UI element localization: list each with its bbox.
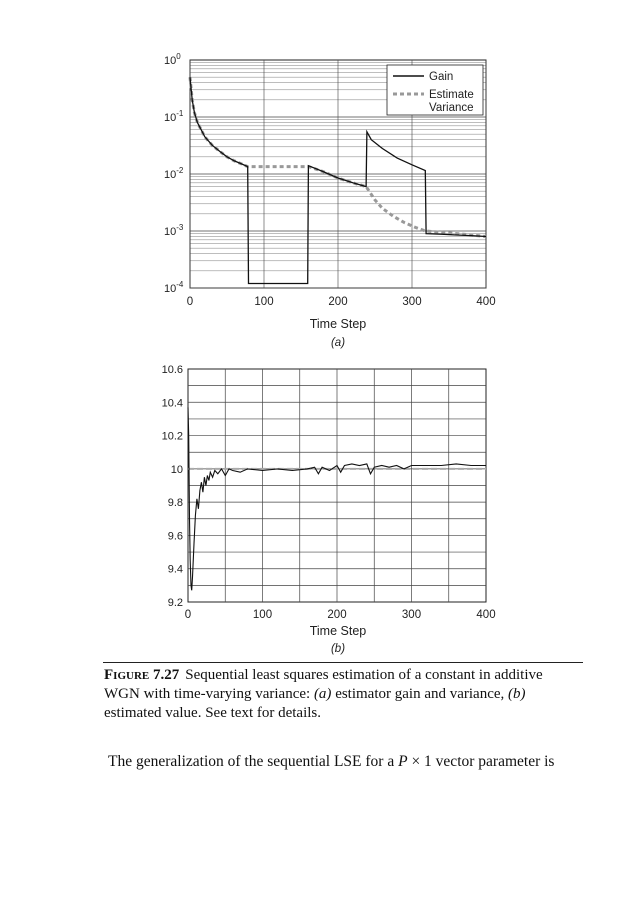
chart-a-xtick-label: 300 (402, 296, 422, 308)
chart-b-xtick-label: 0 (184, 609, 192, 621)
chart-b-ytick-label: 9.2 (167, 597, 183, 609)
legend-variance-label: Estimate Variance (429, 89, 474, 114)
chart-b-ytick-label: 10.6 (161, 364, 183, 376)
chart-b-xtick-label: 400 (476, 609, 496, 621)
body-text-2: × 1 vector parameter is (407, 753, 555, 770)
caption-part-a: (a) (313, 686, 332, 702)
caption-text-3: estimated value. See text for details. (104, 705, 322, 721)
chart-b-ytick-label: 9.8 (167, 497, 183, 510)
chart-a-xtick-label: 200 (328, 296, 348, 308)
body-var-p: P (398, 753, 408, 770)
chart-b-xtick-label: 300 (401, 609, 422, 621)
legend-gain-label: Gain (429, 71, 454, 83)
chart-a-ytick-label: $10^{-1}$ (164, 109, 184, 124)
chart-a-ytick-label: $10^0$ (164, 52, 181, 67)
chart-b-ytick-label: 10.2 (161, 430, 183, 443)
chart-a-xtick-label: 400 (476, 296, 496, 308)
body-paragraph (108, 752, 588, 772)
chart-a-xtick-label: 100 (254, 296, 274, 308)
chart-a-xlabel: Time Step (309, 317, 367, 331)
caption-rule (103, 662, 583, 663)
chart-b-ytick-label: 9.4 (167, 563, 183, 576)
body-text-1: The generalization of the sequential LSE for a (108, 753, 399, 770)
chart-b-ytick-label: 10.4 (161, 397, 183, 410)
chart-b-xlabel: Time Step (309, 624, 367, 638)
caption-label: Figure (104, 667, 150, 683)
caption-text-1: Sequential least squares estimation of a constant in additive WGN with time-varying variance: (104, 667, 543, 702)
chart-b-ytick-label: 10 (170, 463, 183, 476)
chart-b-panel-label: (b) (330, 643, 346, 655)
chart-a-ytick-label: $10^{-3}$ (164, 223, 184, 238)
caption-number: 7.27 (152, 667, 180, 683)
chart-a-ytick-label: $10^{-4}$ (164, 280, 184, 295)
chart-b-ytick-label: 9.6 (167, 530, 183, 543)
chart-a-xtick-label: 0 (186, 296, 194, 308)
chart-b-xtick-label: 200 (327, 609, 347, 621)
caption-part-b: (b) (508, 686, 526, 702)
chart-a-ytick-label: $10^{-2}$ (164, 166, 184, 181)
caption-text-2: estimator gain and variance, (331, 686, 509, 702)
chart-b-xtick-label: 100 (252, 609, 273, 621)
chart-a-panel-label: (a) (330, 337, 346, 349)
figure-caption (104, 666, 574, 723)
